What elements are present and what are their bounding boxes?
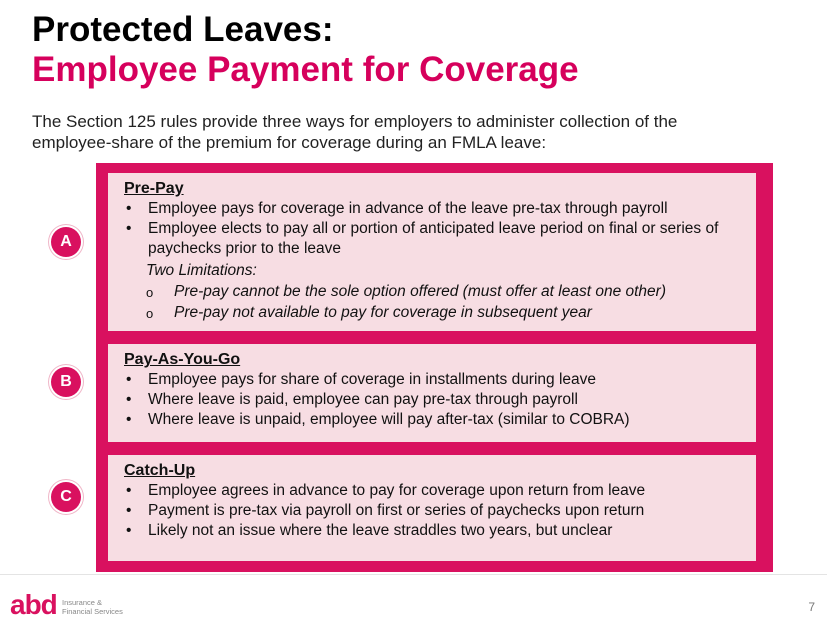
option-c-heading: Catch-Up (124, 462, 196, 479)
option-a-badge: A (51, 227, 81, 257)
option-c-bullet-1: • Employee agrees in advance to pay for coverage upon return from leave (124, 481, 758, 501)
option-a-bullets (124, 199, 756, 259)
option-c-bullets (124, 481, 756, 541)
option-b-bullet-1: • Employee pays for share of coverage in installments during leave (124, 370, 758, 390)
logo-line-1: Insurance & (62, 598, 103, 607)
option-a-limitation-2: o Pre-pay not available to pay for coverage in subsequent year (124, 302, 756, 323)
option-b-bullet-2: • Where leave is paid, employee can pay pre-tax through payroll (124, 390, 758, 410)
option-b-panel (108, 344, 756, 442)
logo-line-2: Financial Services (62, 607, 123, 616)
page-number: 7 (808, 600, 815, 614)
footer-divider (0, 574, 827, 575)
option-c-bullet-3: • Likely not an issue where the leave straddles two years, but unclear (124, 521, 758, 541)
option-a-heading: Pre-Pay (124, 180, 184, 197)
logo-mark: abd (10, 589, 57, 620)
option-a-bullet-2: • Employee elects to pay all or portion of anticipated leave period on final or series of paychecks prior to the leave (124, 219, 758, 259)
page-title-line-1: Protected Leaves: (32, 10, 334, 49)
option-b-bullets (124, 370, 756, 430)
intro-text: The Section 125 rules provide three ways for employers to administer collection of the employee-share of the premium for coverage during an FMLA leave: (32, 112, 678, 152)
option-c-badge: C (51, 482, 81, 512)
option-b-badge: B (51, 367, 81, 397)
option-a-limitation-1: o Pre-pay cannot be the sole option offered (must offer at least one other) (124, 281, 756, 302)
page-title-line-2: Employee Payment for Coverage (32, 50, 579, 89)
option-a-limitations-label: Two Limitations: (146, 262, 257, 279)
option-c-bullet-2: • Payment is pre-tax via payroll on first or series of paychecks upon return (124, 501, 758, 521)
option-b-heading: Pay-As-You-Go (124, 351, 241, 368)
option-a-bullet-1: • Employee pays for coverage in advance of the leave pre-tax through payroll (124, 199, 758, 219)
logo-text (62, 598, 123, 616)
option-a-limitations (124, 281, 756, 323)
option-c-panel (108, 455, 756, 561)
option-a-panel (108, 173, 756, 331)
option-b-bullet-3: • Where leave is unpaid, employee will pay after-tax (similar to COBRA) (124, 410, 758, 430)
